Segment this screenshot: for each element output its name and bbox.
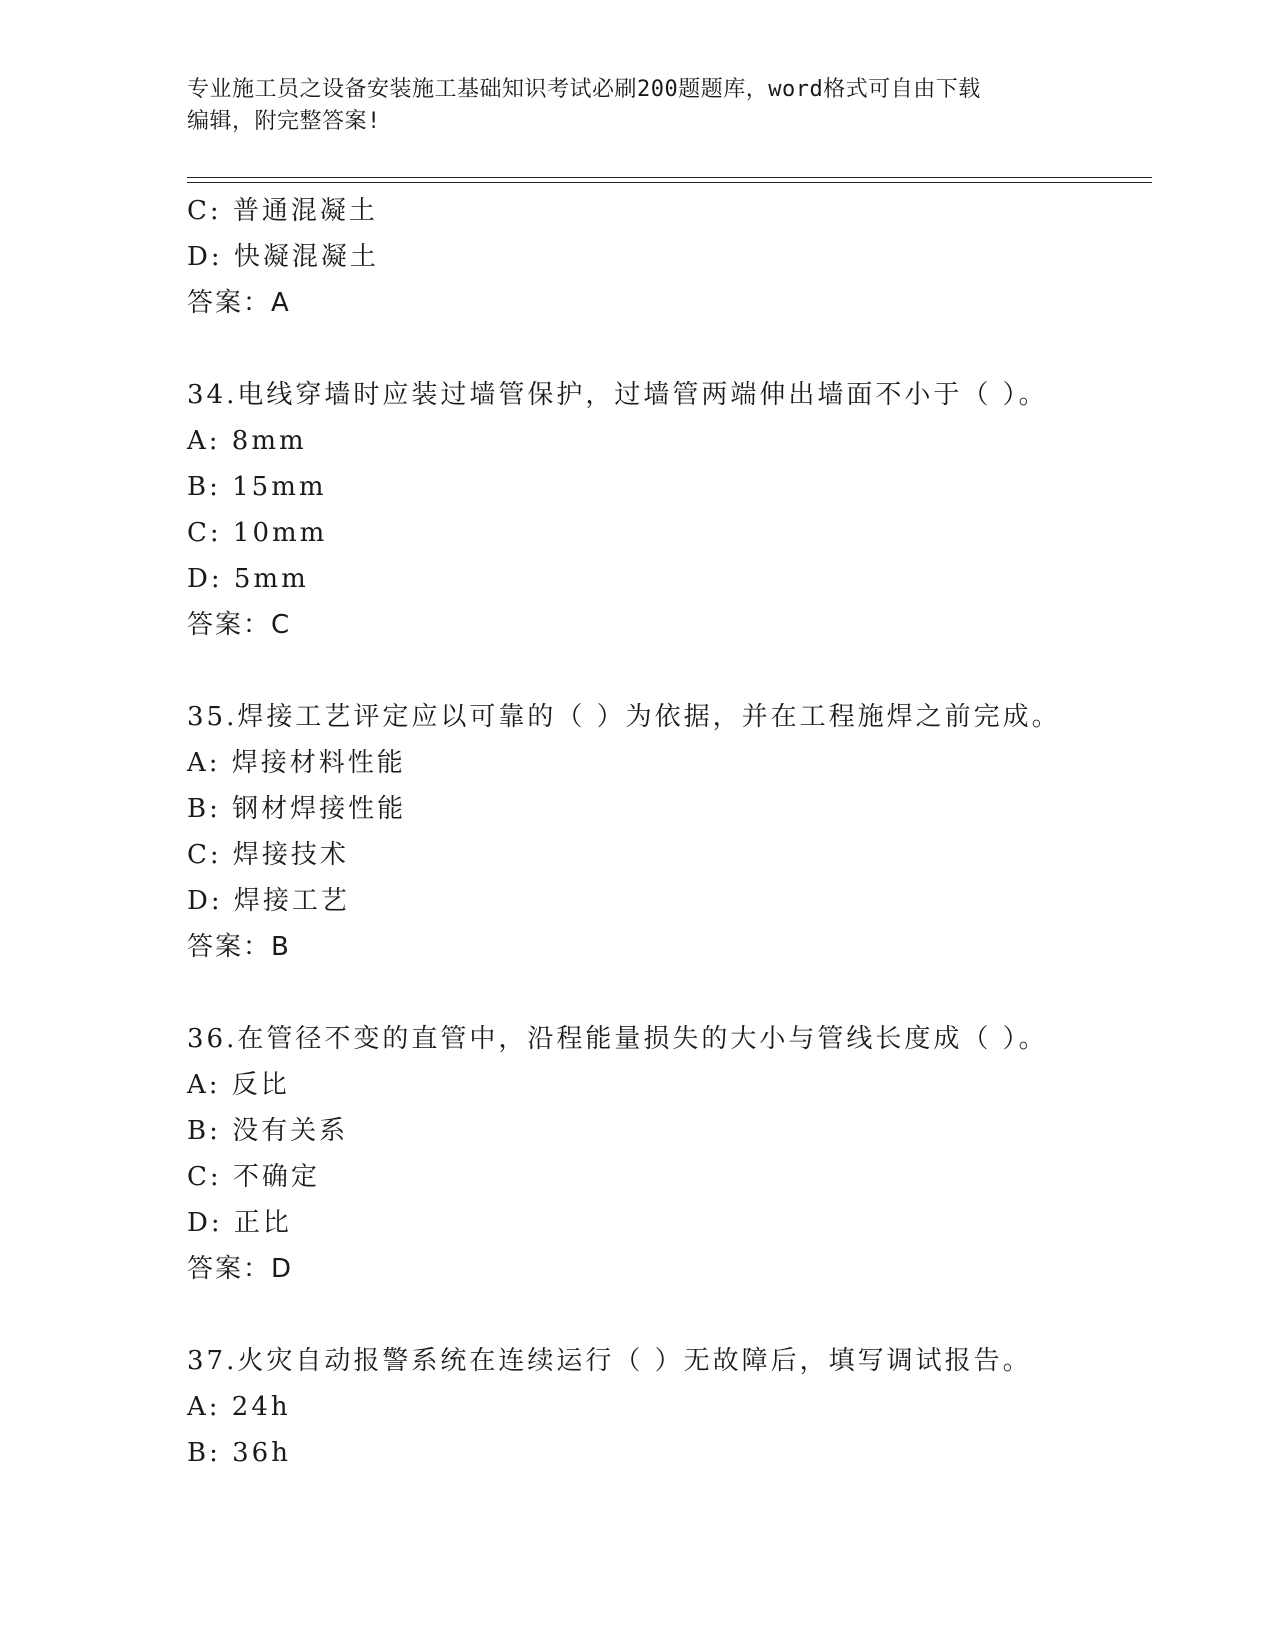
option-d: D: 快凝混凝土 xyxy=(187,242,379,272)
option-c: C: 10mm xyxy=(187,518,328,548)
option-b: B: 36h xyxy=(187,1438,291,1468)
question-36 xyxy=(187,1016,1147,1292)
option-c: C: 不确定 xyxy=(187,1162,320,1192)
option-d: D: 焊接工艺 xyxy=(187,886,350,916)
option-d: D: 5mm xyxy=(187,564,309,594)
question-list xyxy=(187,188,1147,1476)
option-b: B: 15mm xyxy=(187,472,327,502)
option-b: B: 钢材焊接性能 xyxy=(187,794,407,824)
carryover-question xyxy=(187,188,1147,326)
answer-line: 答案：C xyxy=(187,610,292,640)
option-a: A: 24h xyxy=(187,1392,291,1422)
question-stem: 37.火灾自动报警系统在连续运行（ ）无故障后，填写调试报告。 xyxy=(187,1346,1032,1376)
question-stem: 36.在管径不变的直管中，沿程能量损失的大小与管线长度成（ ）。 xyxy=(187,1024,1048,1054)
spacer xyxy=(187,970,1147,1016)
question-37 xyxy=(187,1338,1147,1476)
spacer xyxy=(187,1292,1147,1338)
answer-line: 答案：B xyxy=(187,932,291,962)
question-stem: 34.电线穿墙时应装过墙管保护，过墙管两端伸出墙面不小于（ ）。 xyxy=(187,380,1048,410)
option-d: D: 正比 xyxy=(187,1208,292,1238)
header-divider-top xyxy=(187,177,1152,178)
spacer xyxy=(187,648,1147,694)
option-c: C: 焊接技术 xyxy=(187,840,349,870)
question-stem: 35.焊接工艺评定应以可靠的（ ）为依据，并在工程施焊之前完成。 xyxy=(187,702,1061,732)
answer-line: 答案：A xyxy=(187,288,291,318)
option-c: C: 普通混凝土 xyxy=(187,196,378,226)
document-header xyxy=(187,74,1087,138)
option-b: B: 没有关系 xyxy=(187,1116,349,1146)
header-divider-bottom xyxy=(187,182,1152,183)
header-line-2: 编辑，附完整答案! xyxy=(187,109,381,134)
header-line-1: 专业施工员之设备安装施工基础知识考试必刷200题题库，word格式可自由下载 xyxy=(187,77,981,102)
question-35 xyxy=(187,694,1147,970)
spacer xyxy=(187,326,1147,372)
option-a: A: 焊接材料性能 xyxy=(187,748,406,778)
answer-line: 答案：D xyxy=(187,1254,294,1284)
question-34 xyxy=(187,372,1147,648)
option-a: A: 8mm xyxy=(187,426,307,456)
option-a: A: 反比 xyxy=(187,1070,290,1100)
